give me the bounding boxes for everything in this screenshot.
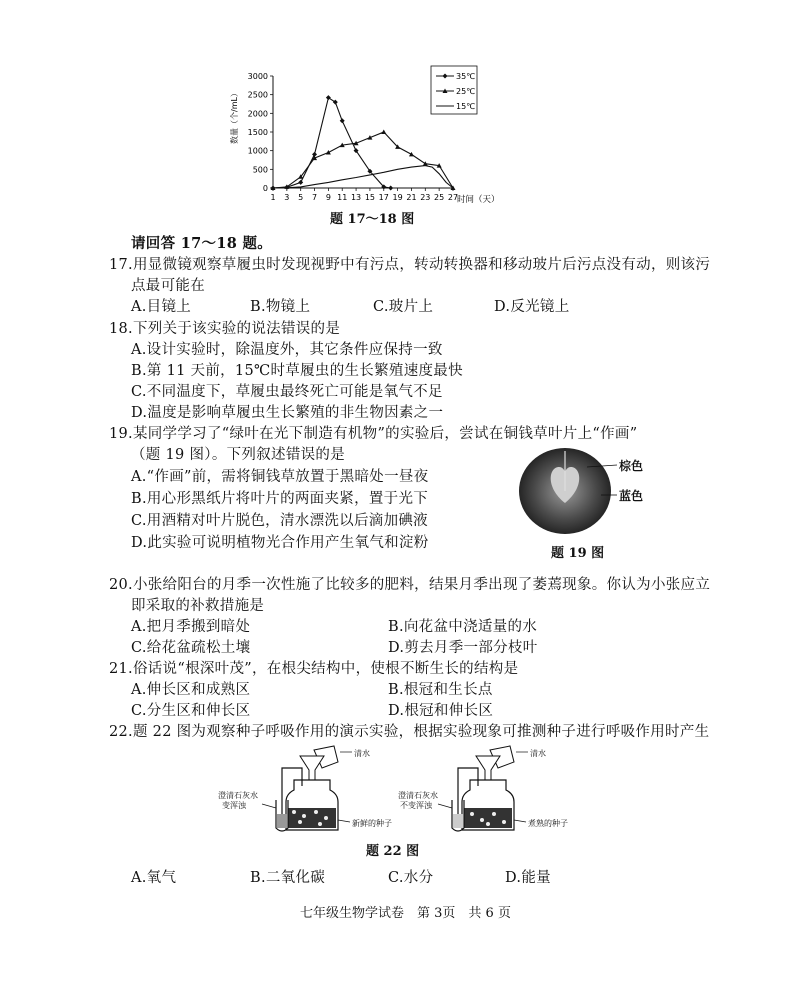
x-tick-label: 21 xyxy=(406,193,417,202)
q22-stem: 22.题 22 图为观察种子呼吸作用的演示实验，根据实验现象可推测种子进行呼吸作用时产生 xyxy=(109,724,710,740)
q19-line2: （题 19 图）。下列叙述错误的是 xyxy=(131,447,346,463)
legend-label-2: 25℃ xyxy=(456,87,476,96)
x-tick-label: 11 xyxy=(337,193,348,202)
right-seeds-label: 煮熟的种子 xyxy=(528,819,568,828)
x-tick-label: 25 xyxy=(434,193,445,202)
q19-option-d: D.此实验可说明植物光合作用产生氧气和淀粉 xyxy=(131,535,429,551)
leaf-label-blue: 蓝色 xyxy=(619,489,644,503)
q18-option-d: D.温度是影响草履虫生长繁殖的非生物因素之一 xyxy=(131,405,444,421)
q20-line2: 即采取的补救措施是 xyxy=(131,598,265,614)
q20-option-a: A.把月季搬到暗处 xyxy=(131,619,251,635)
y-tick-label: 500 xyxy=(252,165,268,175)
q22-option-b: B.二氧化碳 xyxy=(250,870,326,886)
apparatus-fresh-seeds xyxy=(222,742,372,834)
q21-option-a: A.伸长区和成熟区 xyxy=(131,682,251,698)
q17-option-d: D.反光镜上 xyxy=(494,299,570,315)
left-water-label: 清水 xyxy=(354,749,370,758)
chart-ylabel: 数量（个/mL） xyxy=(230,89,239,144)
series-2-point xyxy=(381,130,386,135)
legend-label-3: 15℃ xyxy=(456,102,476,111)
leaf-figure xyxy=(515,445,675,537)
fig22-caption: 题 22 图 xyxy=(366,844,420,859)
fig19-caption: 题 19 图 xyxy=(551,546,605,561)
q22-option-c: C.水分 xyxy=(388,870,434,886)
series-2-point xyxy=(409,152,414,157)
left-limewater-label: 澄清石灰水 xyxy=(218,791,258,800)
left-limewater-result: 变浑浊 xyxy=(222,801,246,810)
right-limewater-result: 不变浑浊 xyxy=(400,801,432,810)
x-tick-label: 15 xyxy=(364,193,376,202)
q18-stem: 18.下列关于该实验的说法错误的是 xyxy=(109,321,341,337)
q17-option-b: B.物镜上 xyxy=(250,299,311,315)
x-tick-label: 27 xyxy=(447,193,459,202)
q21-stem: 21.俗话说“根深叶茂”，在根尖结构中，使根不断生长的结构是 xyxy=(109,661,519,677)
q17-line2: 点最可能在 xyxy=(131,278,205,294)
growth-chart xyxy=(225,64,500,206)
x-tick-label: 23 xyxy=(420,193,431,202)
q19-option-a: A.“作画”前，需将铜钱草放置于黑暗处一昼夜 xyxy=(131,469,429,485)
q17-option-a: A.目镜上 xyxy=(131,299,192,315)
y-tick-label: 1500 xyxy=(247,128,268,137)
fig1-caption: 题 17～18 图 xyxy=(330,212,415,227)
q19-option-c: C.用酒精对叶片脱色，清水漂洗以后滴加碘液 xyxy=(131,513,428,529)
x-tick-label: 19 xyxy=(392,193,403,202)
y-tick-label: 1000 xyxy=(247,146,268,156)
page-footer: 七年级生物学试卷 第 3页 共 6 页 xyxy=(300,906,511,921)
series-2-point xyxy=(326,150,331,155)
leaf-label-brown: 棕色 xyxy=(619,459,644,473)
q21-option-c: C.分生区和伸长区 xyxy=(131,703,251,719)
left-seeds-label: 新鲜的种子 xyxy=(352,819,392,828)
apparatus-boiled-seeds xyxy=(398,742,548,834)
q17-option-c: C.玻片上 xyxy=(373,299,434,315)
y-tick-label: 3000 xyxy=(247,72,268,81)
q17-line1: 17.用显微镜观察草履虫时发现视野中有污点，转动转换器和移动玻片后污点没有动，则该污 xyxy=(109,257,711,273)
y-tick-label: 2000 xyxy=(247,109,268,119)
series-1-point xyxy=(298,180,303,185)
series-1-point xyxy=(340,118,345,123)
q21-option-b: B.根冠和生长点 xyxy=(388,682,493,698)
chart-xlabel: 时间（天） xyxy=(457,195,500,205)
right-water-label: 清水 xyxy=(530,749,546,758)
q20-option-b: B.向花盆中浇适量的水 xyxy=(388,619,538,635)
x-tick-label: 1 xyxy=(270,193,276,202)
q19-option-b: B.用心形黑纸片将叶片的两面夹紧，置于光下 xyxy=(131,491,429,507)
legend-label-1: 35℃ xyxy=(456,72,476,81)
q20-option-d: D.剪去月季一部分枝叶 xyxy=(388,640,538,656)
x-tick-label: 7 xyxy=(311,193,318,202)
q20-option-c: C.给花盆疏松土壤 xyxy=(131,640,251,656)
q22-option-d: D.能量 xyxy=(505,870,551,886)
q22-option-a: A.氧气 xyxy=(131,870,177,886)
x-tick-label: 13 xyxy=(350,193,362,202)
x-tick-label: 17 xyxy=(378,193,389,202)
y-tick-label: 0 xyxy=(262,184,268,193)
q19-line1: 19.某同学学习了“绿叶在光下制造有机物”的实验后，尝试在铜钱草叶片上“作画” xyxy=(109,426,638,442)
q21-option-d: D.根冠和伸长区 xyxy=(388,703,494,719)
q20-line1: 20.小张给阳台的月季一次性施了比较多的肥料，结果月季出现了萎蔫现象。你认为小张应立 xyxy=(109,577,711,593)
q18-option-c: C.不同温度下，草履虫最终死亡可能是氧气不足 xyxy=(131,384,443,400)
x-tick-label: 5 xyxy=(298,193,304,202)
q18-option-a: A.设计实验时，除温度外，其它条件应保持一致 xyxy=(131,342,443,358)
x-tick-label: 3 xyxy=(284,193,290,202)
x-tick-label: 9 xyxy=(325,193,331,202)
q18-option-b: B.第 11 天前，15℃时草履虫的生长繁殖速度最快 xyxy=(131,363,463,379)
right-limewater-label: 澄清石灰水 xyxy=(398,791,438,800)
instruction: 请回答 17～18 题。 xyxy=(131,235,273,252)
y-tick-label: 2500 xyxy=(247,90,268,100)
